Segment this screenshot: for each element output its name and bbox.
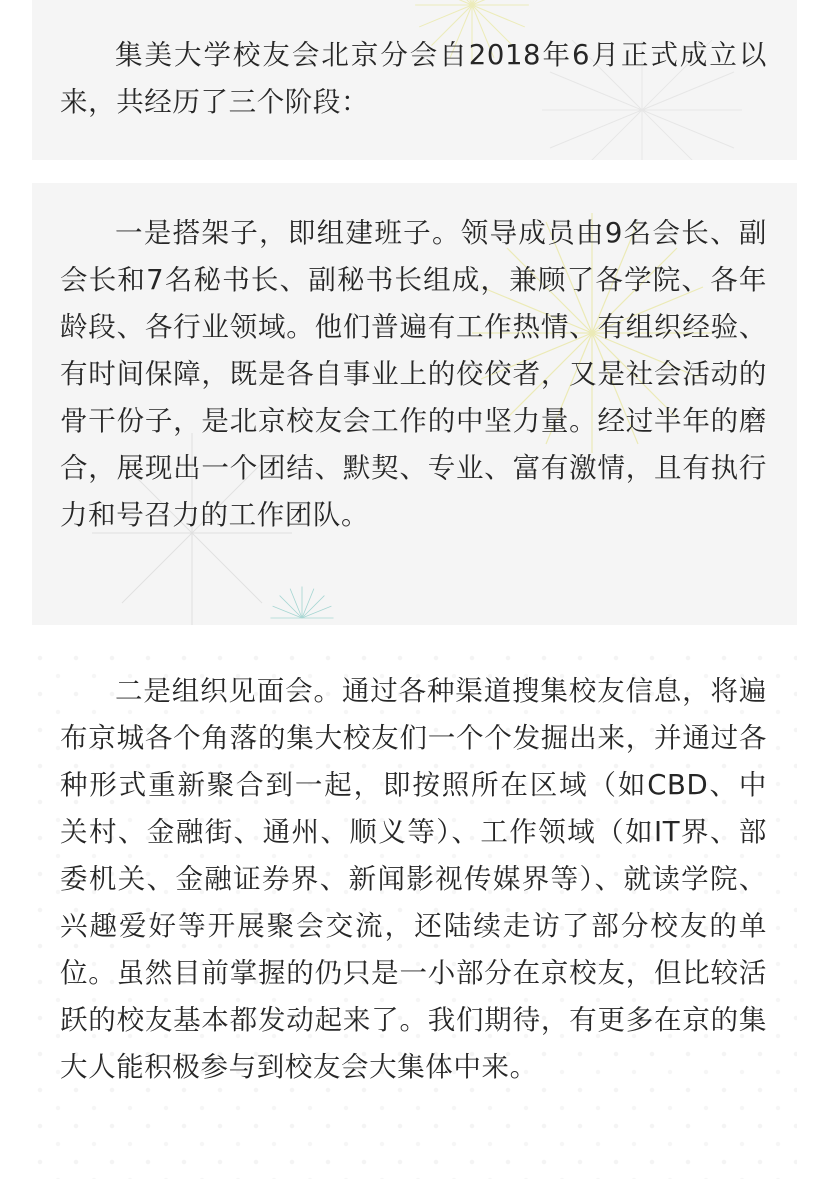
stage-two-paragraph: 二是组织见面会。通过各种渠道搜集校友信息，将遍布京城各个角落的集大校友们一个个发掘出来，并通过各种形式重新聚合到一起，即按照所在区域（如CBD、中关村、金融街、通州、顺义等）、工作领域（如IT界、部委机关、金融证券界、新闻影视传媒界等）、就读学院、兴趣爱好等开展聚会交流，还陆续走访了部分校友的单位。虽然目前掌握的仍只是一小部分在京校友，但比较活跃的校友基本都发动起来了。我们期待，有更多在京的集大人能积极参与到校友会大集体中来。: [60, 675, 767, 1083]
dandelion-decoration-icon: [252, 583, 352, 625]
intro-paragraph: 集美大学校友会北京分会自2018年6月正式成立以来，共经历了三个阶段：: [60, 39, 767, 118]
stage-one-paragraph: 一是搭架子，即组建班子。领导成员由9名会长、副会长和7名秘书长、副秘书长组成，兼顾了各学院、各年龄段、各行业领域。他们普遍有工作热情、有组织经验、有时间保障，既是各自事业上的佼佼者，又是社会活动的骨干份子，是北京校友会工作的中坚力量。经过半年的磨合，展现出一个团结、默契、专业、富有激情，且有执行力和号召力的工作团队。: [60, 217, 767, 531]
